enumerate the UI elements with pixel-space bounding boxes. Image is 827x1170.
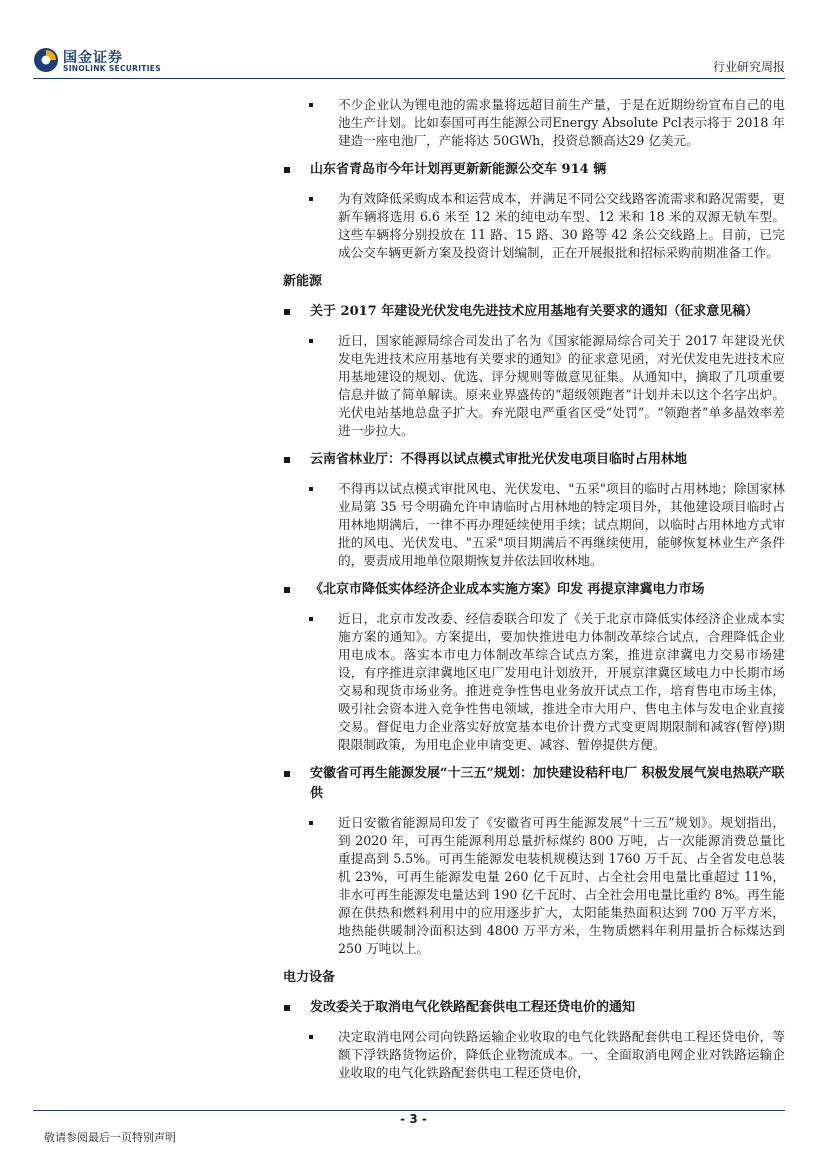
header-divider	[33, 78, 785, 79]
page-header	[0, 0, 827, 80]
paragraph-text: 近日安徽省能源局印发了《安徽省可再生能源发展“十三五”规划》。规划指出，到 2020 年，可再生能源利用总量折标煤约 800 万吨，占一次能源消费总量比重提高到 5.5%。可再生能源发电装机规模达到 1760 万千瓦、占全省发电总装机 23%，可再生能源发电量 260 亿千瓦时、占全社会用电量比重超过 11%，非水可再生能源发电量达到 190 亿千瓦时、占全社会用电量比重约 8%。再生能源在供热和燃料利用中的应用逐步扩大，太阳能集热面积达到 700 万平方米，地热能供暖制冷面积达到 4800 万平方米，生物质燃料年利用量折合标煤达到 250 万吨以上。	[338, 815, 785, 956]
report-body	[283, 96, 785, 1092]
square-bullet-icon	[284, 167, 290, 173]
square-bullet-icon	[309, 1035, 313, 1039]
page-number: - 3 -	[400, 1112, 427, 1126]
paragraph-text: 近日，北京市发改委、经信委联合印发了《关于北京市降低实体经济企业成本实施方案的通知》。方案提出，要加快推进电力体制改革综合试点，合理降低企业用电成本。落实本市电力体制改革综合试点方案，推进京津冀电力交易市场建设，有序推进京津冀地区电厂发用电计划放开，开展京津冀区域电力中长期市场交易和现货市场业务。推进竞争性售电业务放开试点工作，培育售电市场主体，吸引社会资本进入竞争性售电领域，推进全市大用户、售电主体与发电企业直接交易。督促电力企业落实好放宽基本电价计费方式变更周期限制和减容(暂停)期限限制政策，为用电企业申请变更、减容、暂停提供方便。	[338, 611, 785, 752]
paragraph-text: 近日，国家能源局综合司发出了名为《国家能源局综合司关于 2017 年建设光伏发电先进技术应用基地有关要求的通知》的征求意见函，对光伏发电先进技术应用基地建设的规划、优选、评分规则等做意见征集。从通知中，摘取了几项重要信息并做了简单解读。原来业界盛传的“超级领跑者”计划并未以这个名字出炉。光伏电站基地总盘子扩大。弃光限电严重省区受“处罚”。“领跑者”单多晶效率差进一步拉大。	[338, 333, 785, 438]
news-headline	[283, 160, 785, 180]
news-paragraph	[283, 332, 785, 440]
paragraph-text: 为有效降低采购成本和运营成本，并满足不同公交线路客流需求和路况需要，更新车辆将选用 6.6 米至 12 米的纯电动车型、12 米和 18 米的双源无轨车型。这些车辆将分别投放在 11 路、15 路、30 路等 42 条公交线路上。目前，已完成公交车辆更新方案及投资计划编制，正在开展报批和招标采购前期准备工作。	[338, 191, 785, 260]
news-paragraph	[283, 190, 785, 262]
square-bullet-icon	[309, 197, 313, 201]
square-bullet-icon	[309, 103, 313, 107]
news-paragraph	[283, 1028, 785, 1082]
square-bullet-icon	[284, 309, 290, 315]
paragraph-text: 决定取消电网公司向铁路运输企业收取的电气化铁路配套供电工程还贷电价，等额下浮铁路货物运价，降低企业物流成本。一、全面取消电网企业对铁路运输企业收取的电气化铁路配套供电工程还贷电价，	[338, 1029, 785, 1080]
square-bullet-icon	[309, 617, 313, 621]
square-bullet-icon	[284, 1005, 290, 1011]
sinolink-logo	[33, 46, 163, 78]
paragraph-text: 不得再以试点模式审批风电、光伏发电、"五采"项目的临时占用林地；除国家林业局第 35 号令明确允许申请临时占用林地的特定项目外，其他建设项目临时占用林地期满后，一律不再办理延续使用手续；试点期间，以临时占用林地方式审批的风电、光伏发电、"五采"项目期满后不再继续使用，能够恢复林业生产条件的，要责成用地单位限期恢复并依法回收林地。	[338, 481, 785, 568]
report-type: 行业研究周报	[712, 60, 785, 74]
news-paragraph	[283, 96, 785, 150]
headline-text: 《北京市降低实体经济企业成本实施方案》印发 再提京津冀电力市场	[310, 582, 705, 597]
logo-name-cn: 国金证券	[63, 50, 123, 66]
news-headline	[283, 580, 785, 600]
square-bullet-icon	[284, 457, 290, 463]
headline-text: 发改委关于取消电气化铁路配套供电工程还贷电价的通知	[310, 1000, 636, 1015]
square-bullet-icon	[309, 339, 313, 343]
square-bullet-icon	[309, 821, 313, 825]
paragraph-text: 不少企业认为锂电池的需求量将远超目前生产量，于是在近期纷纷宣布自己的电池生产计划。比如泰国可再生能源公司Energy Absolute Pcl表示将于 2018 年建造一座电池厂，产能将达 50GWh，投资总额高达29 亿美元。	[338, 97, 785, 148]
footer-disclaimer: 敬请参阅最后一页特别声明	[44, 1131, 176, 1144]
news-paragraph	[283, 480, 785, 570]
news-headline	[283, 450, 785, 470]
news-headline	[283, 998, 785, 1018]
news-paragraph	[283, 610, 785, 754]
logo-name-en: SINOLINK SECURITIES	[63, 64, 161, 73]
news-headline	[283, 764, 785, 804]
headline-text: 云南省林业厅：不得再以试点模式审批光伏发电项目临时占用林地	[310, 452, 688, 467]
section-title: 新能源	[283, 274, 323, 289]
square-bullet-icon	[284, 587, 290, 593]
headline-text: 安徽省可再生能源发展“十三五”规划：加快建设秸秆电厂 积极发展气炭电热联产联供	[310, 766, 785, 801]
square-bullet-icon	[284, 771, 290, 777]
sinolink-logo-icon	[33, 46, 59, 74]
headline-text: 山东省青岛市今年计划再更新新能源公交车 914 辆	[310, 162, 607, 177]
news-headline	[283, 302, 785, 322]
headline-text: 关于 2017 年建设光伏发电先进技术应用基地有关要求的通知（征求意见稿）	[310, 304, 759, 319]
news-paragraph	[283, 814, 785, 958]
section-title: 电力设备	[283, 970, 336, 985]
footer-divider	[33, 1110, 785, 1111]
square-bullet-icon	[309, 487, 313, 491]
